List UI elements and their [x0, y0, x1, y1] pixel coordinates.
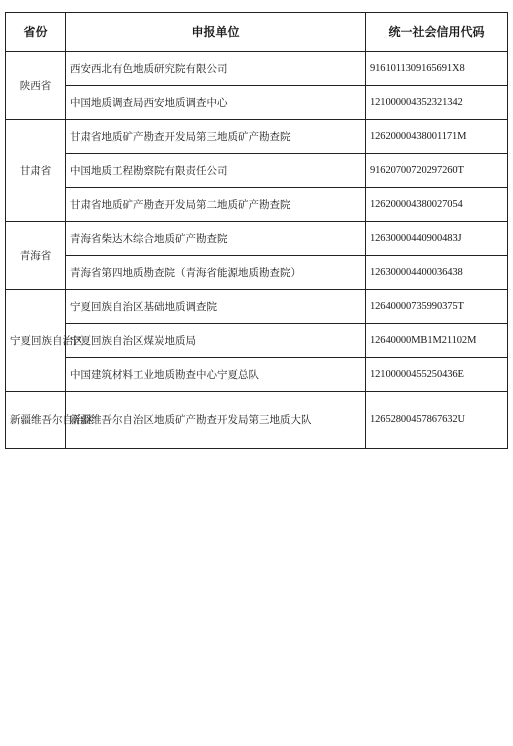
table-row [6, 392, 508, 449]
unit-cell: 新疆维吾尔自治区地质矿产勘查开发局第三地质大队 [66, 392, 366, 449]
province-cell: 陕西省 [6, 52, 66, 120]
credit-code-cell: 12640000735990375T [366, 290, 508, 324]
table-row [6, 86, 508, 120]
credit-code-cell: 12620000438002705​4 [366, 188, 508, 222]
table-row [6, 256, 508, 290]
table-row [6, 120, 508, 154]
province-cell: 青海省 [6, 222, 66, 290]
table-row [6, 188, 508, 222]
unit-cell: 青海省第四地质勘查院（青海省能源地质勘查院） [66, 256, 366, 290]
unit-cell: 中国地质工程勘察院有限责任公司 [66, 154, 366, 188]
unit-cell: 中国建筑材料工业地质勘查中心宁夏总队 [66, 358, 366, 392]
table-row [6, 358, 508, 392]
credit-code-cell: 12630000440900483J [366, 222, 508, 256]
table-row [6, 290, 508, 324]
unit-cell: 甘肃省地质矿产勘查开发局第三地质矿产勘查院 [66, 120, 366, 154]
table-row [6, 324, 508, 358]
header-row [6, 13, 508, 52]
table-row [6, 222, 508, 256]
unit-cell: 宁夏回族自治区基础地质调查院 [66, 290, 366, 324]
province-cell: 甘肃省 [6, 120, 66, 222]
credit-code-cell: 12100000455250436E [366, 358, 508, 392]
registry-table [5, 12, 508, 449]
province-cell: 新疆维吾尔自治区 [6, 392, 66, 449]
credit-code-cell: 12620000438001171M [366, 120, 508, 154]
credit-code-cell: 12640000MB1M21102M [366, 324, 508, 358]
credit-code-cell: 91620700720297260T [366, 154, 508, 188]
province-cell: 宁夏回族自治区 [6, 290, 66, 392]
credit-code-cell: 12100000435232134​2 [366, 86, 508, 120]
table-row [6, 52, 508, 86]
table-row [6, 154, 508, 188]
credit-code-cell: 12630000440003643​8 [366, 256, 508, 290]
unit-cell: 中国地质调查局西安地质调查中心 [66, 86, 366, 120]
header-unit: 申报单位 [66, 13, 366, 52]
unit-cell: 甘肃省地质矿产勘查开发局第二地质矿产勘查院 [66, 188, 366, 222]
header-credit-code: 统一社会信用代码 [366, 13, 508, 52]
credit-code-cell: 916101130916569​1X8 [366, 52, 508, 86]
credit-code-cell: 12652800457867632U [366, 392, 508, 449]
unit-cell: 青海省柴达木综合地质矿产勘查院 [66, 222, 366, 256]
header-province: 省份 [6, 13, 66, 52]
unit-cell: 宁夏回族自治区煤炭地质局 [66, 324, 366, 358]
unit-cell: 西安西北有色地质研究院有限公司 [66, 52, 366, 86]
